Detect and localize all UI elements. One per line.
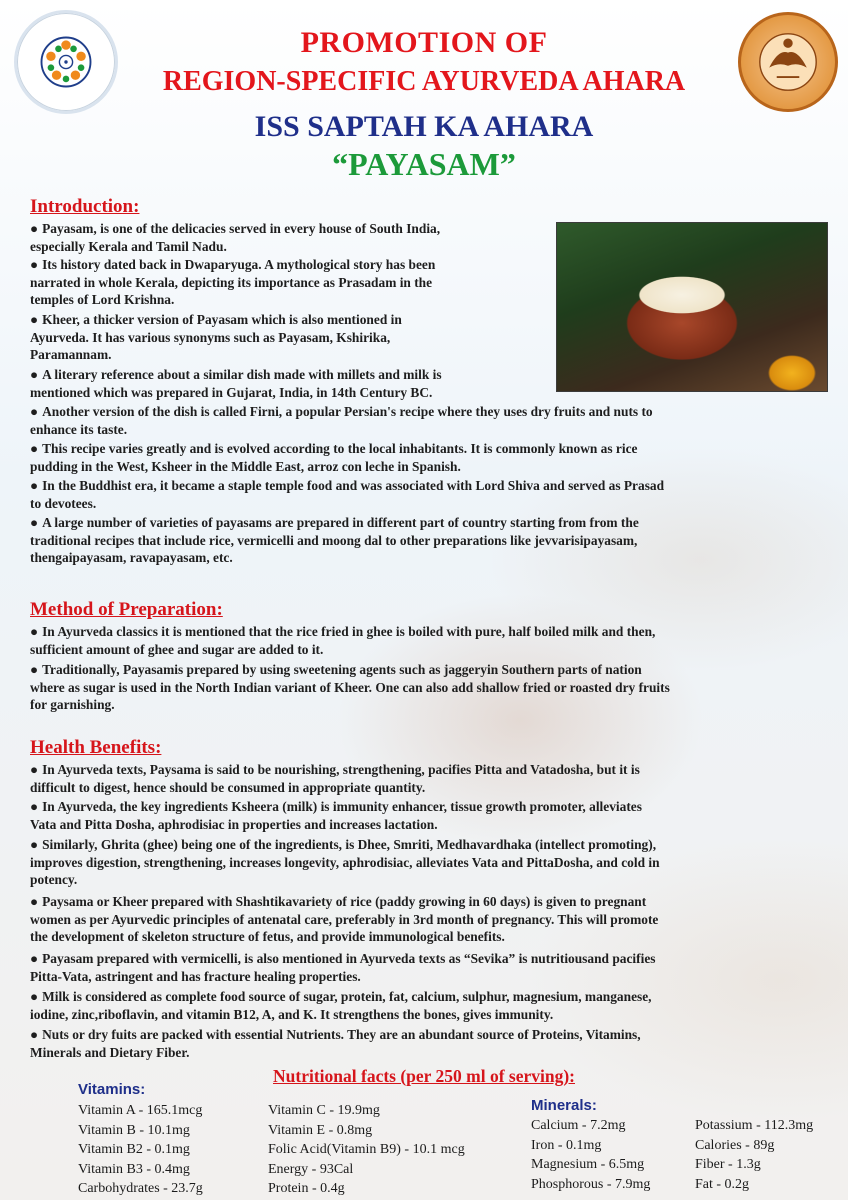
intro-item: ● Another version of the dish is called Firni, a popular Persian's recipe where they uses dry fruits and nuts to enhance its taste. <box>30 404 653 437</box>
header-line-3: ISS SAPTAH KA AHARA <box>254 110 594 143</box>
nutrient-item: Fiber - 1.3g <box>695 1157 761 1172</box>
intro-item: ● This recipe varies greatly and is evolved according to the local inhabitants. It is commonly known as rice pudding in the West, Ksheer in the Middle East, arroz con leche in Spanish. <box>30 441 638 474</box>
method-heading: Method of Preparation: <box>30 599 223 620</box>
health-benefits-heading: Health Benefits: <box>30 737 162 758</box>
nutrient-item: Vitamin C - 19.9mg <box>268 1103 380 1118</box>
nutrient-item: Vitamin B - 10.1mg <box>78 1122 190 1138</box>
header-line-2: REGION-SPECIFIC AYURVEDA AHARA <box>162 66 686 97</box>
payasam-bowl-photo <box>556 222 828 392</box>
nutrient-item: Iron - 0.1mg <box>531 1137 602 1153</box>
vitamins-heading: Vitamins: <box>78 1081 146 1098</box>
health-item: ● In Ayurveda texts, Paysama is said to be nourishing, strengthening, pacifies Pitta and Vatadosha, but it is difficult to digest, hence should be consumed in appropriate quantity. <box>30 762 640 795</box>
nutrient-item: Vitamin B3 - 0.4mg <box>78 1161 190 1177</box>
nutrient-item: Folic Acid(Vitamin B9) - 10.1 mcg <box>268 1142 465 1157</box>
header-line-1: PROMOTION OF <box>300 26 548 59</box>
nutrient-item: Calories - 89g <box>695 1137 775 1153</box>
nutrient-item: Vitamin A - 165.1mcg <box>78 1103 203 1118</box>
intro-item: ● A large number of varieties of payasams are prepared in different part of country starting from from the traditional recipes that include rice, vermicelli and moong dal to other preparations like jevvarisipayasam, thengaipayasam, ravapayasam, etc. <box>30 515 639 565</box>
header-dish-name: “PAYASAM” <box>332 146 516 182</box>
nutrient-item: Protein - 0.4g <box>268 1181 345 1196</box>
intro-item: ● A literary reference about a similar dish made with millets and milk is mentioned which was prepared in Gujarat, India, in 14th Century BC. <box>30 367 442 400</box>
nutrient-item: Carbohydrates - 23.7g <box>78 1181 203 1196</box>
intro-item: ● Its history dated back in Dwaparyuga. A mythological story has been narrated in whole Kerala, depicting its importance as Prasadam in the temples of Lord Krishna. <box>30 257 436 307</box>
intro-item: ● Payasam, is one of the delicacies served in every house of South India, especially Kerala and Tamil Nadu. <box>30 221 441 254</box>
method-item: ● Traditionally, Payasamis prepared by using sweetening agents such as jaggeryin Southern parts of nation where as sugar is used in the North Indian variant of Kheer. One can also add shallow fried or roasted dry fruits for garnishing. <box>30 662 670 712</box>
nutrient-item: Vitamin B2 - 0.1mg <box>78 1142 190 1157</box>
introduction-heading: Introduction: <box>30 196 140 217</box>
vitamins-list-1 <box>78 1101 203 1199</box>
health-item: ● Payasam prepared with vermicelli, is also mentioned in Ayurveda texts as “Sevika” is nutritiousand pacifies Pitta-Vata, astringent and has fracture healing properties. <box>30 951 656 984</box>
minerals-heading: Minerals: <box>531 1097 597 1114</box>
intro-item: ● Kheer, a thicker version of Payasam which is also mentioned in Ayurveda. It has various synonyms such as Payasam, Kshirika, Paramannam. <box>30 312 402 362</box>
minerals-list-2 <box>695 1116 813 1194</box>
nutrient-item: Vitamin E - 0.8mg <box>268 1122 373 1138</box>
nutrient-item: Energy - 93Cal <box>268 1161 354 1177</box>
health-item: ● Similarly, Ghrita (ghee) being one of the ingredients, is Dhee, Smriti, Medhavardhaka (intellect promoting), improves digestion, strengthening, increases longevity, aphrodisiac, alleviates Vata and PittaDosha, and cold in potency. <box>30 837 660 887</box>
vitamins-list-2 <box>268 1101 465 1199</box>
health-item: ● Milk is considered as complete food source of sugar, protein, fat, calcium, sulphur, magnesium, manganese, iodine, zinc,riboflavin, and vitamin B12, A, and K. It strengthens the bones, gives immunity. <box>30 989 652 1022</box>
nutrient-item: Phosphorous - 7.9mg <box>531 1176 651 1192</box>
nutrient-item: Calcium - 7.2mg <box>531 1118 626 1133</box>
health-item: ● Nuts or dry fuits are packed with essential Nutrients. They are an abundant source of Proteins, Vitamins, Minerals and Dietary Fiber. <box>30 1027 641 1060</box>
nutrition-title: Nutritional facts (per 250 ml of serving): <box>273 1066 575 1086</box>
nutrient-item: Potassium - 112.3mg <box>695 1118 814 1133</box>
method-item: ● In Ayurveda classics it is mentioned that the rice fried in ghee is boiled with pure, half boiled milk and then, sufficient amount of ghee and sugar are added to it. <box>30 624 656 657</box>
minerals-list-1 <box>531 1116 650 1194</box>
nutrient-item: Magnesium - 6.5mg <box>531 1157 645 1172</box>
intro-item: ● In the Buddhist era, it became a staple temple food and was associated with Lord Shiva and served as Prasad to devotees. <box>30 478 665 511</box>
nutrient-item: Fat - 0.2g <box>695 1176 750 1192</box>
health-item: ● Paysama or Kheer prepared with Shashtikavariety of rice (paddy growing in 60 days) is given to pregnant women as per Ayurvedic principles of antenatal care, preferably in 3rd month of pregnancy. This will promote the development of skeleton structure of fetus, and provide immunological benefits. <box>30 894 659 944</box>
health-item: ● In Ayurveda, the key ingredients Ksheera (milk) is immunity enhancer, tissue growth promoter, alleviates Vata and Pitta Dosha, aphrodisiac in properties and increases lactation. <box>30 799 642 832</box>
